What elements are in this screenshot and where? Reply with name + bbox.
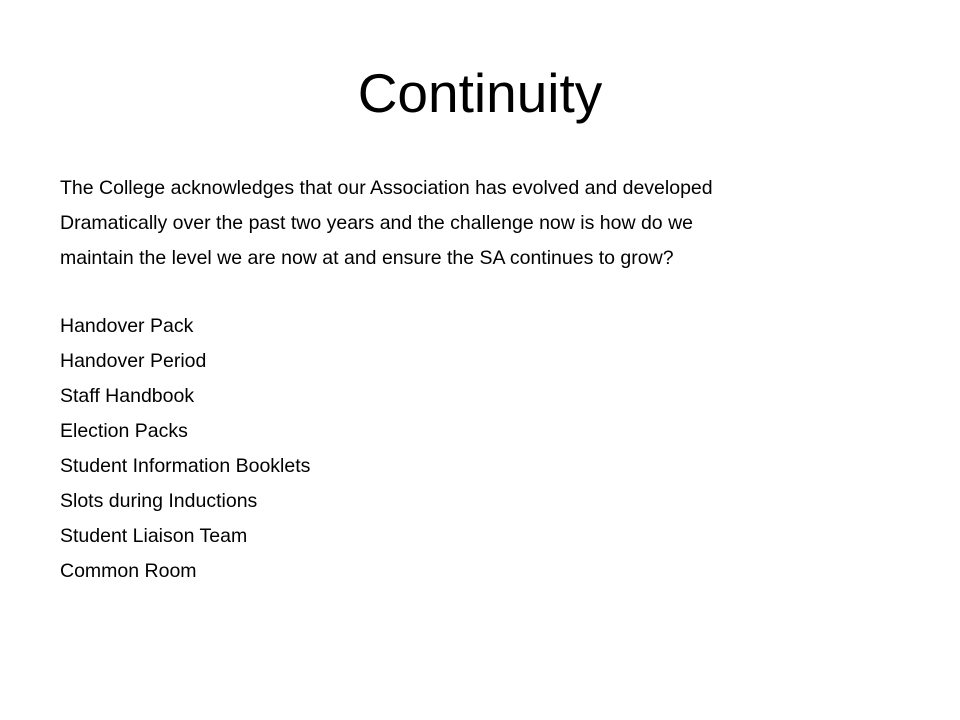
slide-title: Continuity (357, 62, 603, 124)
list-item: Handover Period (60, 350, 207, 372)
list-item: Election Packs (60, 420, 188, 442)
list-item: Common Room (60, 560, 197, 582)
list-item: Slots during Inductions (60, 490, 258, 512)
intro-paragraph (60, 171, 920, 276)
intro-line: The College acknowledges that our Association has evolved and developed (60, 177, 713, 199)
continuity-items-list (60, 309, 920, 589)
list-item: Student Liaison Team (60, 525, 248, 547)
intro-line: Dramatically over the past two years and the challenge now is how do we (60, 212, 693, 234)
intro-line: maintain the level we are now at and ensure the SA continues to grow? (60, 247, 674, 269)
list-item: Student Information Booklets (60, 455, 311, 477)
list-item: Handover Pack (60, 315, 194, 337)
list-item: Staff Handbook (60, 385, 195, 407)
